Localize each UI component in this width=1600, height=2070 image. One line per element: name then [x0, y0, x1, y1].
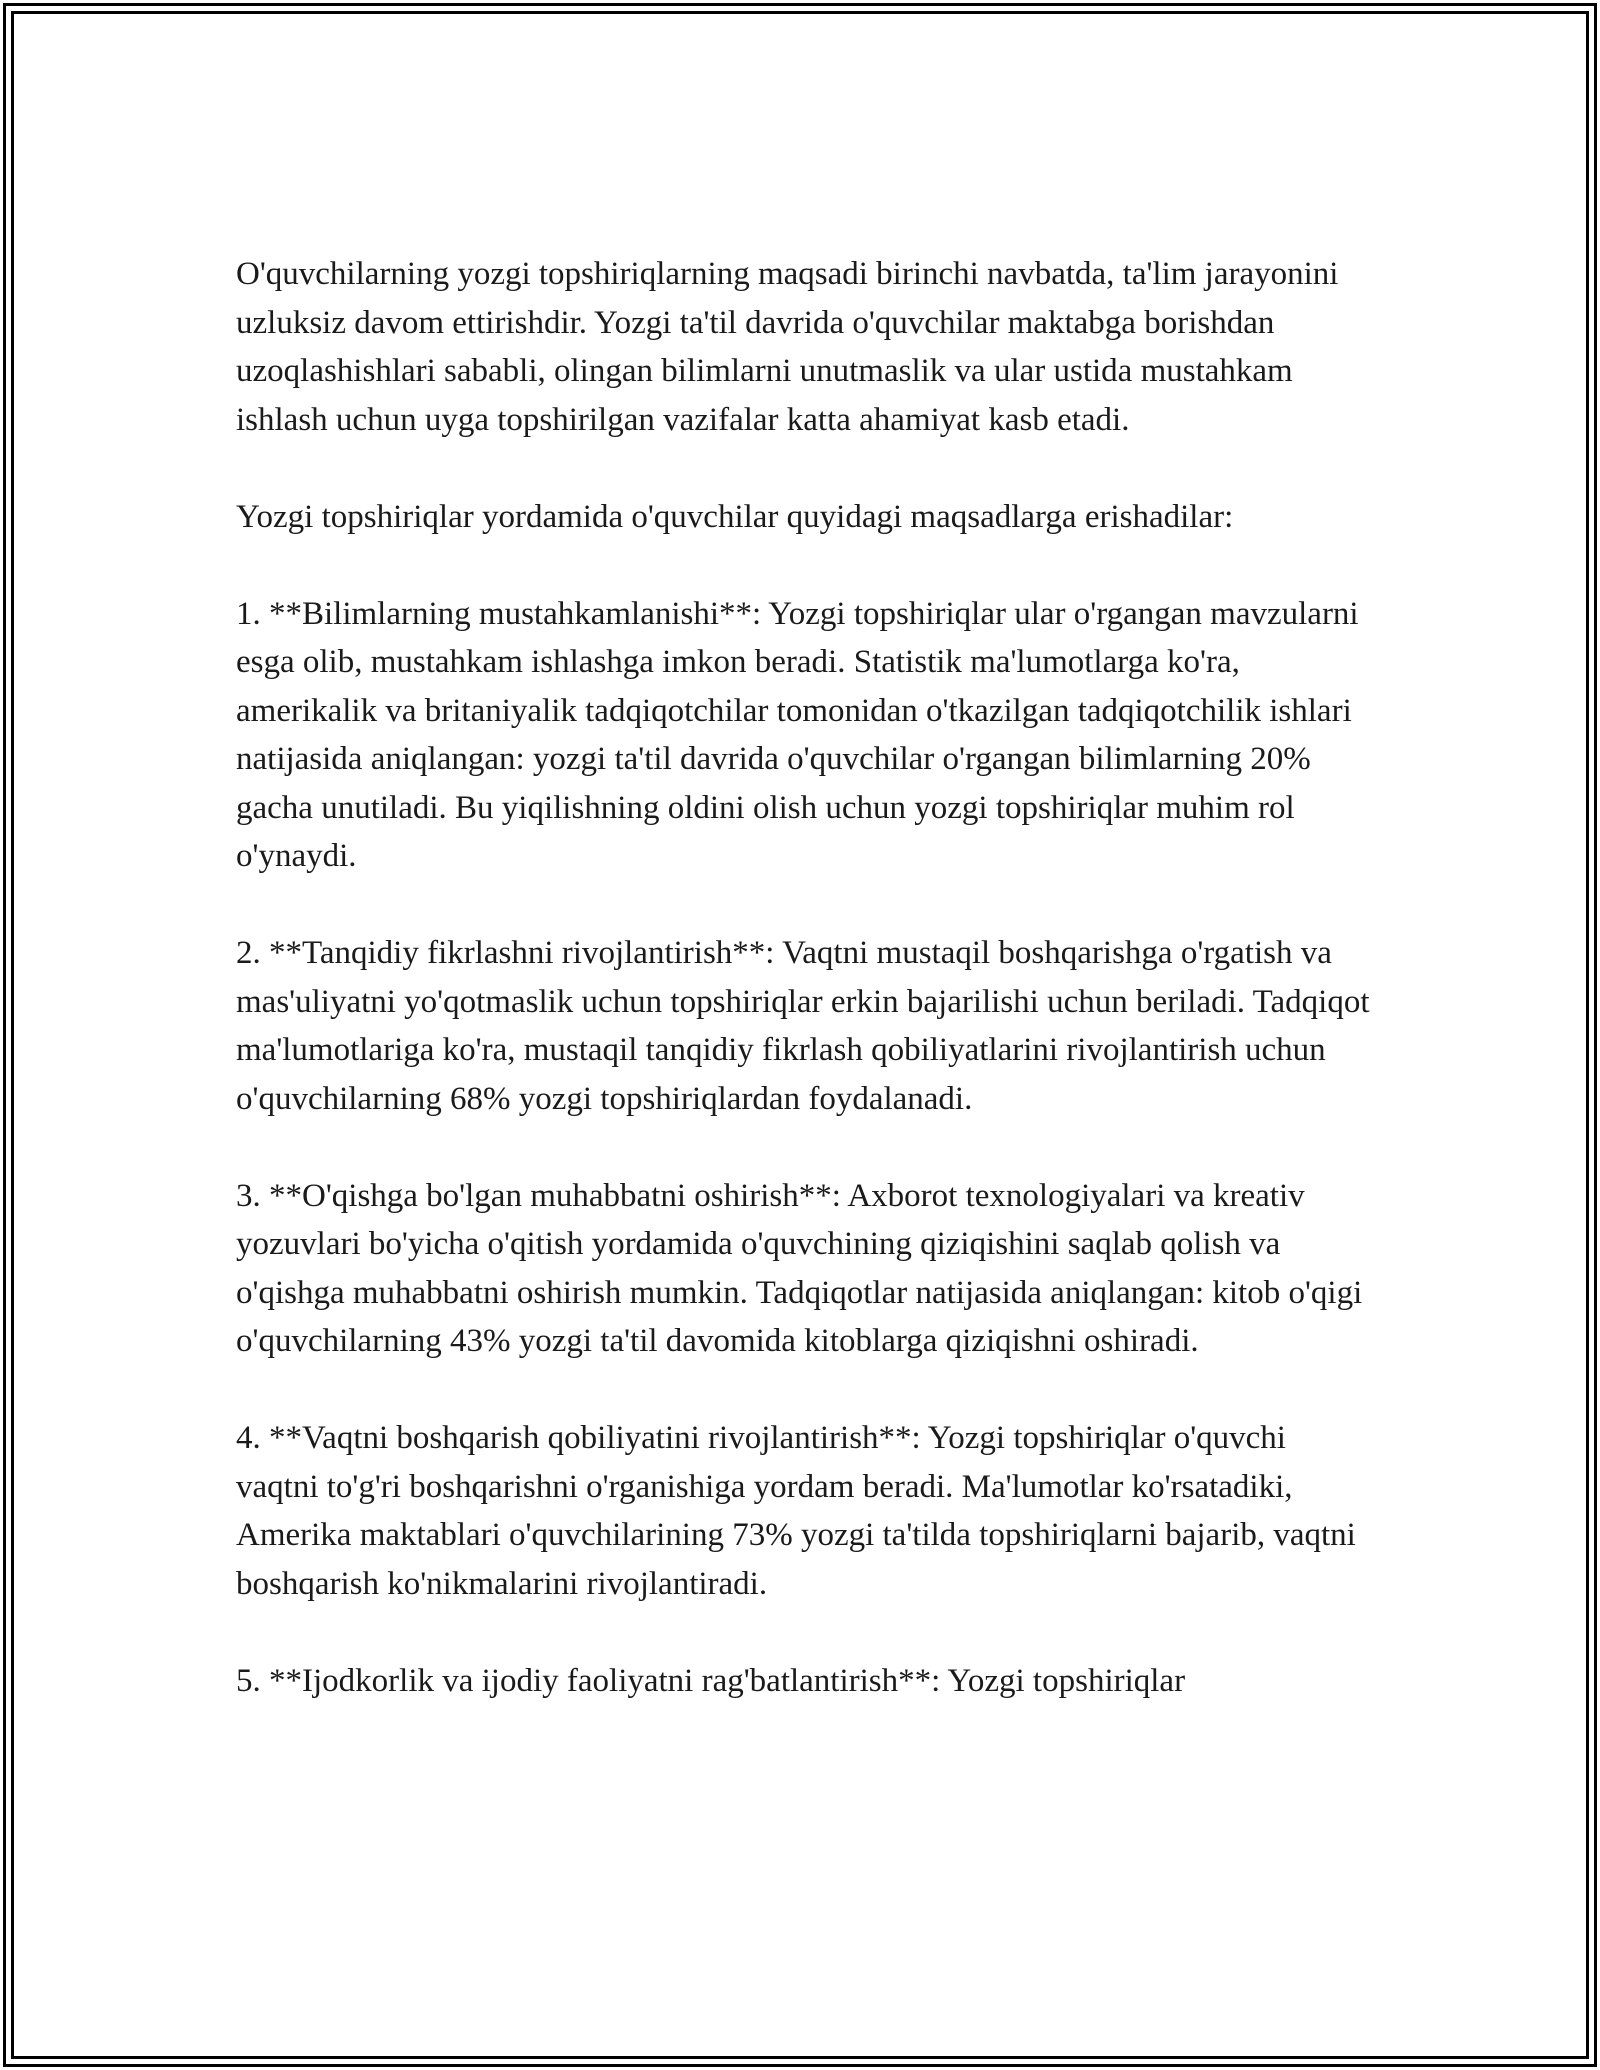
list-item-5: 5. **Ijodkorlik va ijodiy faoliyatni rag'batlantirish**: Yozgi topshiriqlar	[236, 1662, 1186, 1699]
list-item-3: 3. **O'qishga bo'lgan muhabbatni oshirish**: Axborot texnologiyalari va kreativ yozuvlari bo'yicha o'qitish yordamida o'quvchining qiziqishini saqlab qolish va o'qishga muhabbatni oshirish mumkin. Tadqiqotlar natijasida aniqlangan: kitob o'qigi o'quvchilarning 43% yozgi ta'til davomida kitoblarga qiziqishni oshiradi.	[236, 1177, 1363, 1359]
list-item-1: 1. **Bilimlarning mustahkamlanishi**: Yozgi topshiriqlar ular o'rgangan mavzularni esga olib, mustahkam ishlashga imkon beradi. Statistik ma'lumotlarga ko'ra, amerikalik va britaniyalik tadqiqotchilar tomonidan o'tkazilgan tadqiqotchilik ishlari natijasida aniqlangan: yozgi ta'til davrida o'quvchilar o'rgangan bilimlarning 20% gacha unutiladi. Bu yiqilishning oldini olish uchun yozgi topshiriqlar muhim rol o'ynaydi.	[236, 595, 1359, 874]
list-item-2: 2. **Tanqidiy fikrlashni rivojlantirish**: Vaqtni mustaqil boshqarishga o'rgatish va mas'uliyatni yo'qotmaslik uchun topshiriqlar erkin bajarilishi uchun beriladi. Tadqiqot ma'lumotlariga ko'ra, mustaqil tanqidiy fikrlash qobiliyatlarini rivojlantirish uchun o'quvchilarning 68% yozgi topshiriqlardan foydalanadi.	[236, 935, 1370, 1117]
intro-paragraph: O'quvchilarning yozgi topshiriqlarning maqsadi birinchi navbatda, ta'lim jarayonini uzluksiz davom ettirishdir. Yozgi ta'til davrida o'quvchilar maktabga borishdan uzoqlashishlari sababli, olingan bilimlarni unutmaslik va ular ustida mustahkam ishlash uchun uyga topshirilgan vazifalar katta ahamiyat kasb etadi.	[236, 256, 1339, 438]
document-body	[236, 250, 1376, 1705]
goals-lead-paragraph: Yozgi topshiriqlar yordamida o'quvchilar quyidagi maqsadlarga erishadilar:	[236, 498, 1234, 535]
list-item-4: 4. **Vaqtni boshqarish qobiliyatini rivojlantirish**: Yozgi topshiriqlar o'quvchi vaqtni to'g'ri boshqarishni o'rganishiga yordam beradi. Ma'lumotlar ko'rsatadiki, Amerika maktablari o'quvchilarining 73% yozgi ta'tilda topshiriqlarni bajarib, vaqtni boshqarish ko'nikmalarini rivojlantiradi.	[236, 1420, 1356, 1602]
